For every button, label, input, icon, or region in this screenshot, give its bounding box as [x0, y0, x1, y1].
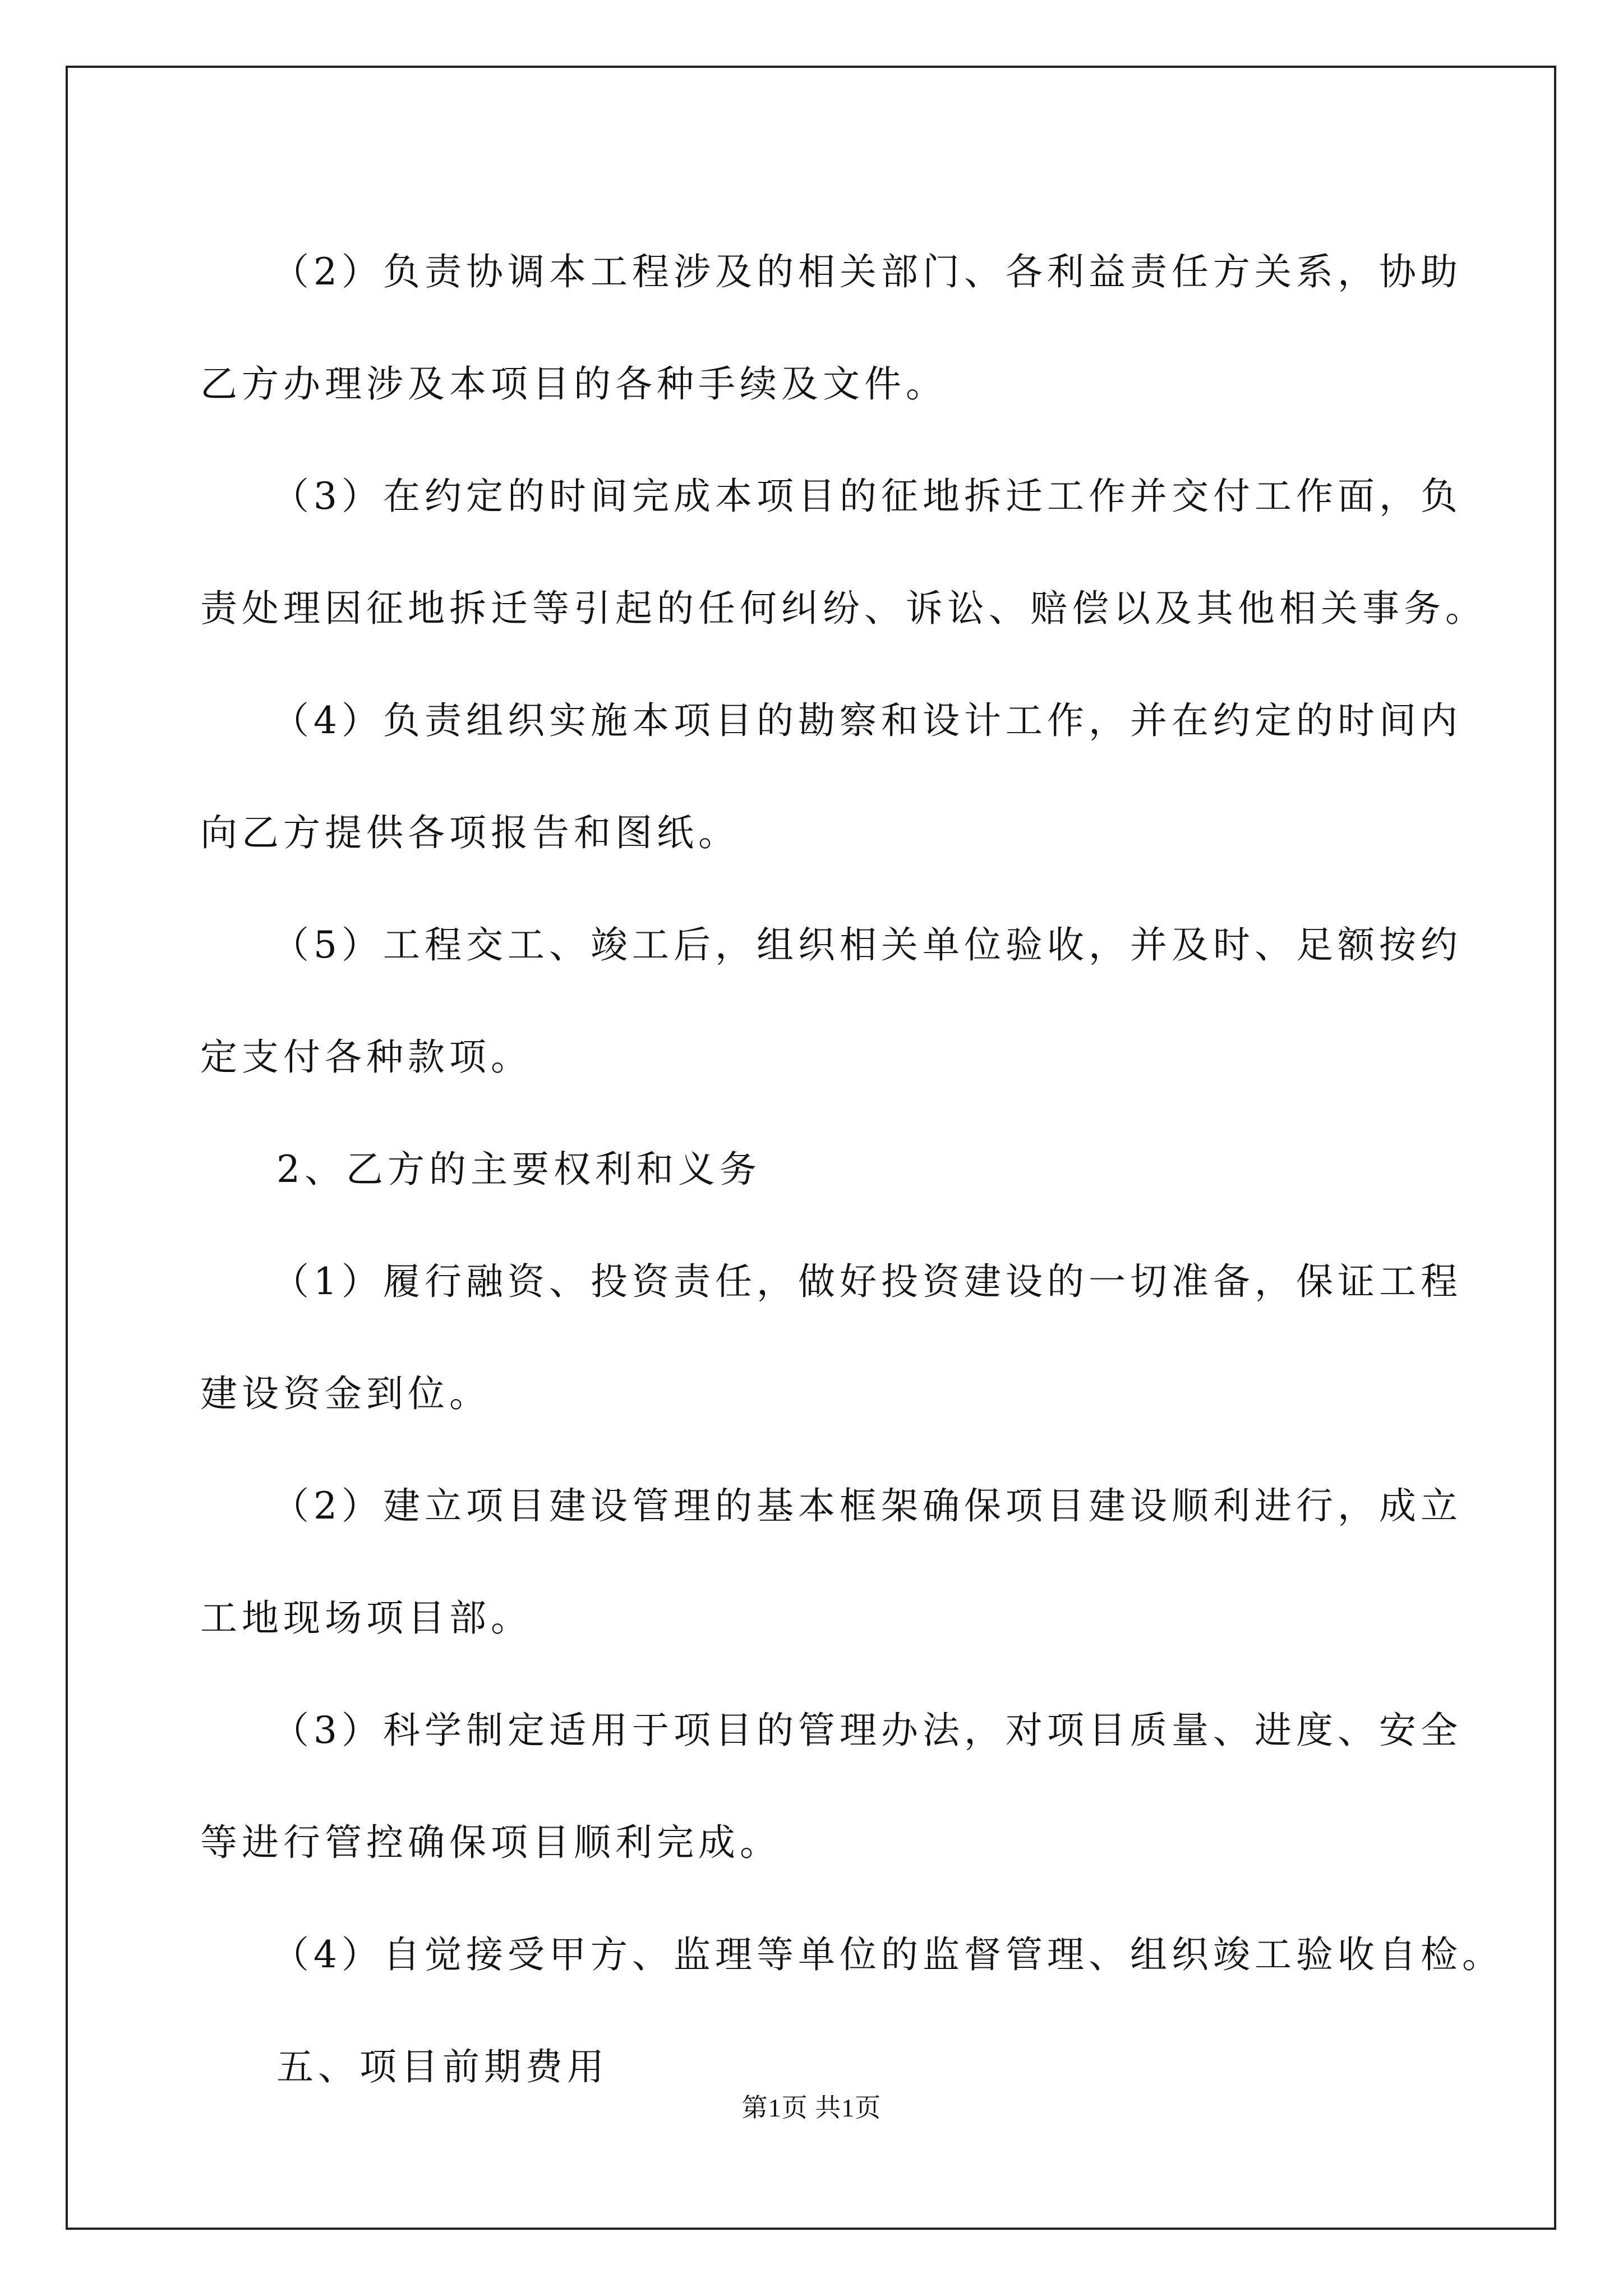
- paragraph-line: 建设资金到位。: [200, 1372, 491, 1415]
- paragraph-line: 定支付各种款项。: [200, 1036, 532, 1079]
- paragraph-line: （5）工程交工、竣工后，组织相关单位验收，并及时、足额按约: [272, 923, 1462, 967]
- paragraph-line: 乙方办理涉及本项目的各种手续及文件。: [200, 362, 947, 406]
- paragraph-line: 工地现场项目部。: [200, 1596, 532, 1640]
- paragraph-line: （4）自觉接受甲方、监理等单位的监督管理、组织竣工验收自检。: [272, 1933, 1504, 1976]
- paragraph-line: （3）在约定的时间完成本项目的征地拆迁工作并交付工作面，负: [272, 475, 1462, 518]
- paragraph-line: 等进行管控确保项目顺利完成。: [200, 1821, 781, 1864]
- paragraph-line: 向乙方提供各项报告和图纸。: [200, 811, 740, 854]
- paragraph-line: （4）负责组织实施本项目的勘察和设计工作，并在约定的时间内: [272, 699, 1462, 742]
- document-body: [200, 216, 1504, 2123]
- paragraph-line: （3）科学制定适用于项目的管理办法，对项目质量、进度、安全: [272, 1709, 1462, 1752]
- paragraph-line: （2）建立项目建设管理的基本框架确保项目建设顺利进行，成立: [272, 1484, 1462, 1527]
- paragraph-line: 责处理因征地拆迁等引起的任何纠纷、诉讼、赔偿以及其他相关事务。: [200, 587, 1487, 630]
- section-heading: 五、项目前期费用: [276, 2045, 608, 2088]
- paragraph-line: （2）负责协调本工程涉及的相关部门、各利益责任方关系，协助: [272, 250, 1462, 293]
- section-heading: 2、乙方的主要权利和义务: [276, 1148, 761, 1191]
- paragraph-line: （1）履行融资、投资责任，做好投资建设的一切准备，保证工程: [272, 1260, 1462, 1303]
- page-number-footer: 第1页 共1页: [741, 2093, 882, 2122]
